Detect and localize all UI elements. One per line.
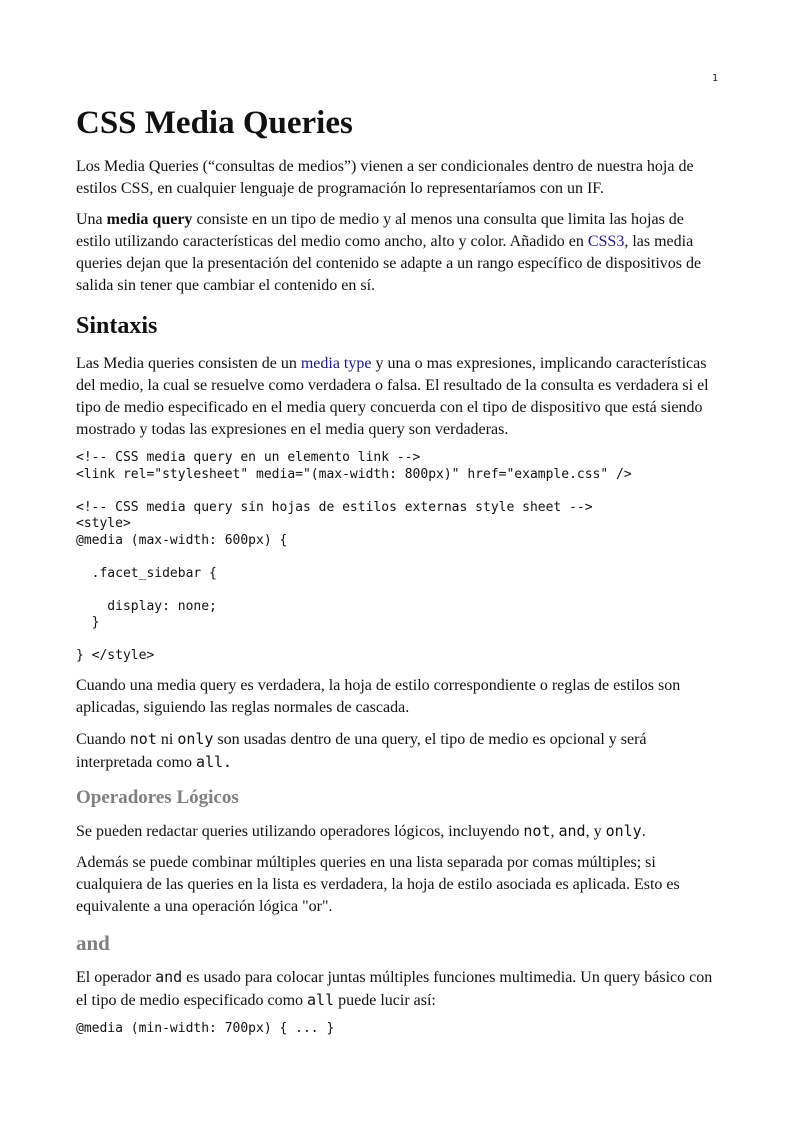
syntax-paragraph: Las Media queries consisten de un media type y una o mas expresiones, implicando características del medio, la cual se resuelve como verdadera o falsa. El resultado de la consulta es verdadera si el tipo de medio especificado en el media query concuerda con el tipo de dispositivo que está siendo mostrado y todas las expresiones en el media query son verdaderas.: [76, 355, 709, 438]
code-line: }: [76, 615, 100, 630]
inline-code-only: only: [177, 729, 214, 748]
code-line: <!-- CSS media query sin hojas de estilos externas style sheet -->: [76, 499, 593, 515]
inline-code-and: and: [558, 821, 586, 840]
intro-paragraph: Los Media Queries (“consultas de medios”) vienen a ser condicionales dentro de nuestra hoja de estilos CSS, en cualquier lenguaje de programación lo representaríamos con un IF.: [76, 158, 694, 197]
code-line: .facet_sidebar {: [76, 565, 217, 581]
page-title: CSS Media Queries: [76, 105, 353, 141]
syntax-heading: Sintaxis: [76, 313, 158, 339]
page-number: 1: [711, 73, 718, 84]
cascade-paragraph: Cuando una media query es verdadera, la hoja de estilo correspondiente o reglas de estilos son aplicadas, siguiendo las reglas normales de cascada.: [76, 676, 681, 716]
inline-code-all: all.: [195, 752, 233, 771]
definition-paragraph: Una media query consiste en un tipo de medio y al menos una consulta que limita las hojas de estilo utilizando características del medio como ancho, alto y color. Añadido en CSS3, las media queries dejan que la presentación del contenido se adapte a un rango específico de dispositivos de salida sin tener que cambiar el contenido en sí.: [76, 211, 702, 294]
code-line: display: none;: [76, 598, 217, 614]
inline-code-and: and: [155, 967, 183, 986]
code-line: <link rel="stylesheet" media="(max-width: 800px)" href="example.css" />: [76, 466, 632, 482]
code-block-link-example: [76, 450, 716, 665]
comma-list-paragraph: Además se puede combinar múltiples queries en una lista separada por comas múltiples; si cualquiera de las queries en la lista es verdadera, la hoja de estilo asociada es aplicada. Esto es equivalente a una operación lógica "or".: [76, 853, 680, 915]
code-line: } </style>: [76, 648, 155, 663]
and-paragraph: El operador and es usado para colocar juntas múltiples funciones multimedia. Un query básico con el tipo de medio especificado como all puede lucir así:: [76, 967, 713, 1009]
inline-code-not: not: [129, 729, 157, 748]
code-line: @media (max-width: 600px) {: [76, 532, 288, 548]
code-line: <!-- CSS media query en un elemento link -->: [76, 450, 421, 465]
css3-link[interactable]: CSS3: [587, 233, 625, 250]
and-heading: and: [76, 930, 110, 955]
logical-operators-heading: Operadores Lógicos: [76, 786, 239, 808]
media-type-link[interactable]: media type: [300, 355, 372, 372]
code-block-and-example: @media (min-width: 700px) { ... }: [76, 1020, 335, 1036]
not-only-paragraph: Cuando not ni only son usadas dentro de una query, el tipo de medio es opcional y será interpretada como all.: [76, 729, 647, 771]
inline-code-all: all: [307, 990, 335, 1009]
inline-code-only: only: [605, 821, 642, 840]
inline-code-not: not: [523, 821, 551, 840]
logical-operators-paragraph: Se pueden redactar queries utilizando operadores lógicos, incluyendo not, and, y only.: [76, 821, 646, 840]
media-query-term: media query: [106, 211, 193, 228]
document-body: [76, 102, 716, 1047]
code-line: <style>: [76, 516, 131, 531]
